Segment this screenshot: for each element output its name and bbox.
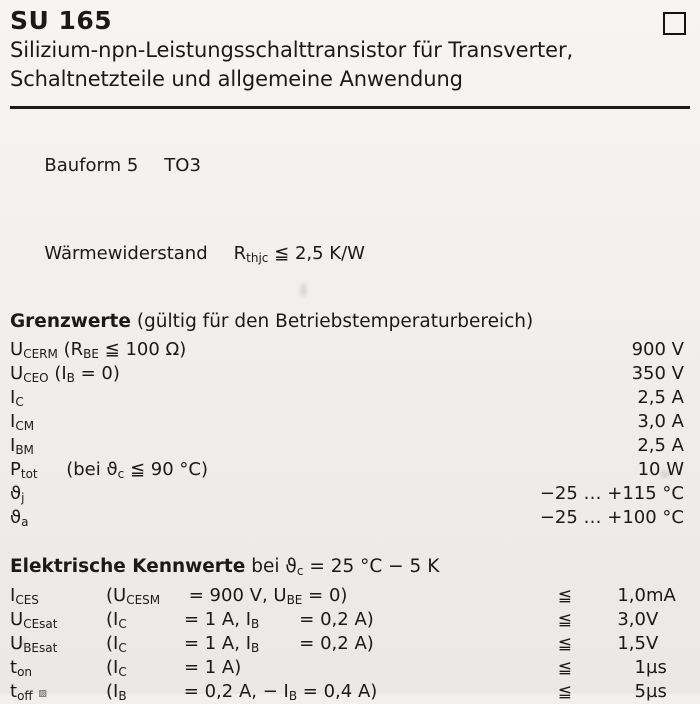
limits-title-bold: Grenzwerte	[10, 311, 131, 333]
char-value: 1,5	[617, 633, 646, 655]
limit-symbol: $I_{BM}$	[10, 435, 34, 458]
limits-table	[10, 338, 690, 530]
thermal-symbol: R	[233, 242, 247, 264]
limit-value: 2,5 A	[637, 387, 684, 409]
char-relation: ≦	[557, 586, 572, 607]
page-title: SU 165	[10, 6, 113, 35]
table-row	[10, 680, 690, 704]
limit-value: 10 W	[637, 459, 684, 481]
char-relation: ≦	[557, 634, 572, 655]
char-relation: ≦	[557, 610, 572, 631]
limit-symbol: $I_C$	[10, 387, 24, 410]
limit-symbol: $ϑ_a$	[10, 507, 29, 530]
char-condition: ($I_C$ = 1 A, $I_B$ = 0,2 A)	[106, 633, 374, 656]
char-symbol: $U_{BEsat}$	[10, 633, 58, 656]
char-condition: ($I_B$ = 0,2 A, − $I_B = 0,4$ A)	[106, 681, 378, 704]
characteristics-title	[10, 556, 690, 578]
limit-symbol: $U_{CEO}$ $(I_B = 0)$	[10, 363, 120, 386]
package-label: Bauform 5	[44, 154, 139, 176]
char-unit: µs	[646, 681, 667, 703]
char-unit: V	[646, 633, 659, 655]
char-unit: V	[646, 609, 659, 631]
thermal-value: ≦ 2,5 K/W	[274, 242, 365, 264]
limits-title	[10, 311, 690, 332]
table-row	[10, 410, 690, 434]
limit-value: 3,0 A	[637, 411, 684, 433]
limit-symbol: $ϑ_j$	[10, 483, 25, 506]
table-row	[10, 434, 690, 458]
char-condition: ($I_C$ = 1 A, $I_B$ = 0,2 A)	[106, 609, 374, 632]
limit-symbol: $P_{tot}$ (bei $ϑ_c$ ≦ 90 °C)	[10, 459, 208, 482]
characteristics-title-tail: = 25 °C − 5 K	[303, 556, 440, 578]
char-symbol: $t_{off}$ ▨	[10, 681, 47, 704]
table-row	[10, 608, 690, 632]
char-condition: ($I_C$ = 1 A)	[106, 657, 242, 680]
char-condition: ($U_{CESM}$ = 900 V, $U_{BE} = 0$)	[106, 585, 348, 608]
char-value: 1	[634, 657, 646, 679]
char-symbol: $I_{CES}$	[10, 585, 39, 608]
limits-table-body	[10, 338, 690, 530]
char-symbol: $U_{CEsat}$	[10, 609, 58, 632]
characteristics-section	[10, 556, 690, 704]
subtitle-line-1: Silizium-npn-Leistungsschalttransistor für Transverter,	[10, 38, 574, 62]
header	[10, 8, 690, 35]
characteristics-table-body	[10, 584, 690, 704]
char-relation: ≦	[557, 658, 572, 679]
table-row	[10, 338, 690, 362]
limit-value: 2,5 A	[637, 435, 684, 457]
char-value: 5	[634, 681, 646, 703]
table-row	[10, 584, 690, 608]
char-value: 1,0	[617, 585, 646, 607]
table-row	[10, 386, 690, 410]
thermal-resistance-row	[10, 215, 690, 294]
limit-value: 350 V	[631, 363, 684, 385]
thermal-symbol-sub: thjc	[246, 250, 269, 265]
table-row	[10, 458, 690, 482]
characteristics-title-rest: bei ϑ	[251, 556, 297, 578]
limit-value: 900 V	[631, 339, 684, 361]
char-value: 3,0	[617, 609, 646, 631]
char-unit: µs	[646, 657, 667, 679]
char-relation: ≦	[557, 682, 572, 703]
square-package-icon	[663, 12, 686, 35]
limits-title-rest: (gültig für den Betriebstemperaturbereich)	[136, 311, 534, 333]
characteristics-table	[10, 584, 690, 704]
table-row	[10, 506, 690, 530]
char-unit: mA	[646, 585, 676, 607]
table-row	[10, 362, 690, 386]
general-section	[10, 127, 690, 294]
thermal-label: Wärmewiderstand	[44, 242, 208, 264]
subtitle-line-2: Schaltnetzteile und allgemeine Anwendung	[10, 67, 463, 92]
limit-symbol: $I_{CM}$	[10, 411, 35, 434]
char-symbol: $t_{on}$	[10, 657, 33, 680]
header-divider	[10, 106, 690, 109]
limits-section	[10, 311, 690, 530]
table-row	[10, 482, 690, 506]
package-row	[10, 127, 690, 205]
table-row	[10, 632, 690, 656]
table-row	[10, 656, 690, 680]
limit-value: −25 … +100 °C	[539, 507, 684, 529]
limit-value: −25 … +115 °C	[539, 483, 684, 505]
limit-symbol: $U_{CERM}$ ($R_{BE}$ ≦ 100 Ω)	[10, 339, 187, 362]
characteristics-title-bold: Elektrische Kennwerte	[10, 556, 246, 578]
ink-mark: ▨	[38, 689, 47, 700]
package-value: TO3	[164, 154, 201, 176]
characteristics-title-sub: c	[296, 564, 304, 579]
